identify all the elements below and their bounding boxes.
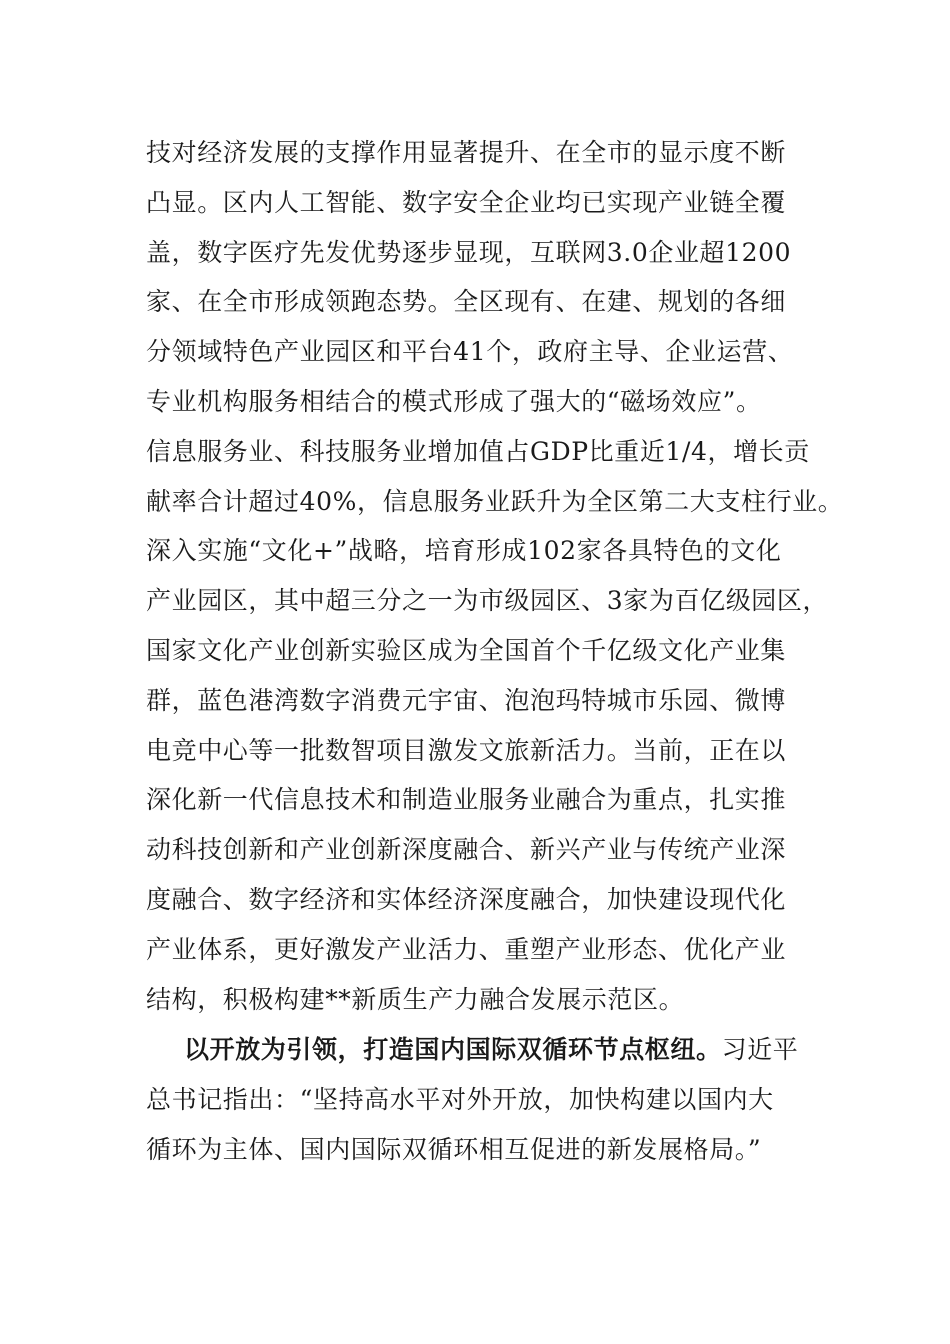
text-line: 动科技创新和产业创新深度融合、新兴产业与传统产业深 — [146, 835, 787, 865]
text-line: 专业机构服务相结合的模式形成了强大的“磁场效应”。 — [146, 386, 762, 416]
text-line: 分领域特色产业园区和平台41个，政府主导、企业运营、 — [146, 337, 794, 367]
text-line — [146, 1025, 836, 1075]
text-line: 度融合、数字经济和实体经济深度融合，加快建设现代化 — [146, 884, 787, 914]
text-line: 信息服务业、科技服务业增加值占GDP比重近1/4，增长贡 — [146, 436, 810, 466]
paragraph-industry — [146, 128, 844, 1024]
text-line: 总书记指出：“坚持高水平对外开放，加快构建以国内大 — [146, 1084, 774, 1114]
heading-continuation: 习近平 — [721, 1035, 799, 1064]
text-line: 献率合计超过40%，信息服务业跃升为全区第二大支柱行业。 — [146, 486, 844, 516]
text-line: 国家文化产业创新实验区成为全国首个千亿级文化产业集 — [146, 635, 787, 665]
text-line: 产业园区，其中超三分之一为市级园区、3家为百亿级园区， — [146, 586, 829, 616]
text-line: 循环为主体、国内国际双循环相互促进的新发展格局。” — [146, 1134, 762, 1164]
text-line: 深化新一代信息技术和制造业服务业融合为重点，扎实推 — [146, 785, 787, 815]
text-line: 深入实施“文化+”战略，培育形成102家各具特色的文化 — [146, 536, 782, 566]
text-line: 产业体系，更好激发产业活力、重塑产业形态、优化产业 — [146, 934, 787, 964]
text-line: 电竞中心等一批数智项目激发文旅新活力。当前，正在以 — [146, 735, 787, 765]
text-line: 结构，积极构建**新质生产力融合发展示范区。 — [146, 984, 685, 1014]
text-line: 盖，数字医疗先发优势逐步显现，互联网3.0企业超1200 — [146, 237, 792, 267]
text-line: 家、在全市形成领跑态势。全区现有、在建、规划的各细 — [146, 287, 787, 317]
text-line: 技对经济发展的支撑作用显著提升、在全市的显示度不断 — [146, 138, 787, 167]
paragraph-heading: 以开放为引领，打造国内国际双循环节点枢纽。 — [184, 1035, 722, 1064]
paragraph-opening-up — [146, 1025, 836, 1174]
text-line: 群，蓝色港湾数字消费元宇宙、泡泡玛特城市乐园、微博 — [146, 685, 787, 715]
text-line: 凸显。区内人工智能、数字安全企业均已实现产业链全覆 — [146, 187, 787, 217]
